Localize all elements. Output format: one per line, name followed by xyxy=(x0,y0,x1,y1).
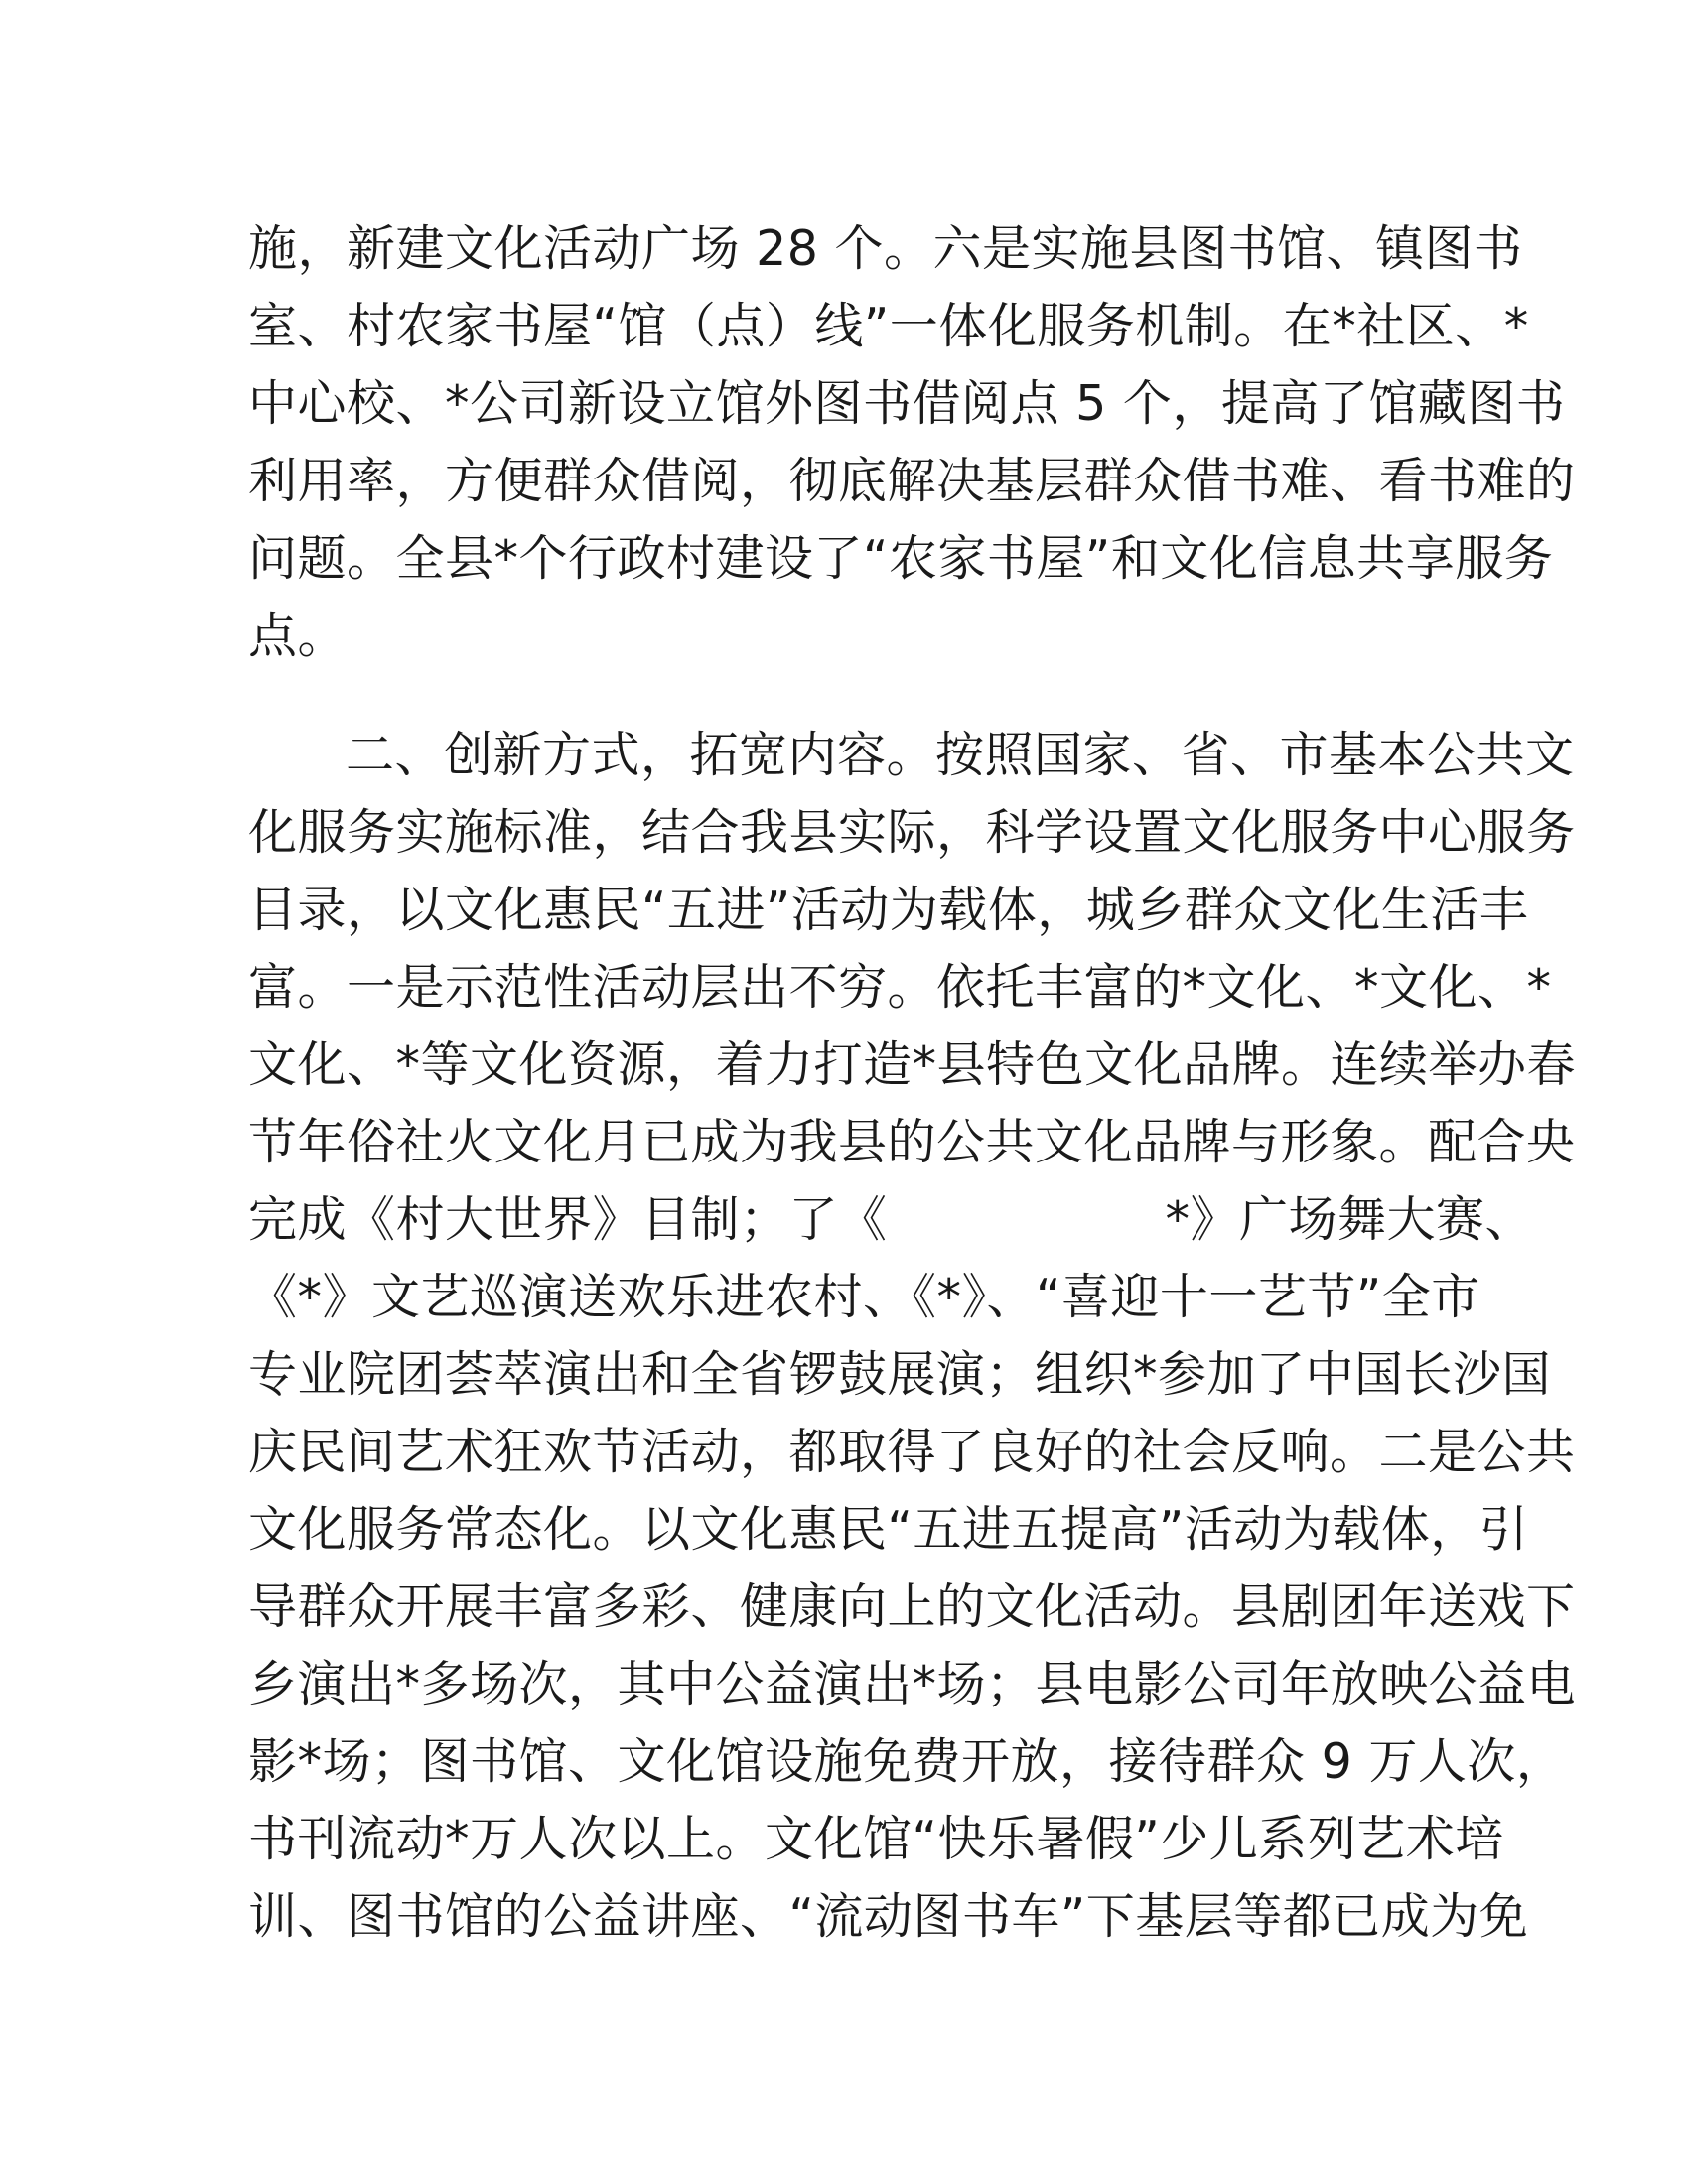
text-line: 问题。全县*个行政村建设了“农家书屋”和文化信息共享服务 xyxy=(248,530,1554,587)
text-line: 文化、*等文化资源，着力打造*县特色文化品牌。连续举办春 xyxy=(248,1036,1577,1093)
text-line: 《*》文艺巡演送欢乐进农村、《*》、“喜迎十一艺节”全市 xyxy=(248,1269,1480,1325)
text-line: 化服务实施标准，结合我县实际，科学设置文化服务中心服务 xyxy=(248,804,1576,861)
text-line: 二、创新方式，拓宽内容。按照国家、省、市基本公共文 xyxy=(346,727,1575,783)
text-line: 目录，以文化惠民“五进”活动为载体，城乡群众文化生活丰 xyxy=(248,882,1529,938)
text-line: 文化服务常态化。以文化惠民“五进五提高”活动为载体，引 xyxy=(248,1501,1529,1558)
text-line: 施，新建文化活动广场 28 个。六是实施县图书馆、镇图书 xyxy=(248,220,1523,277)
text-line: 庆民间艺术狂欢节活动，都取得了良好的社会反响。二是公共 xyxy=(248,1424,1576,1480)
text-fragment-left: 完成《村大世界》目制；了《 xyxy=(248,1191,888,1248)
paragraph-2 xyxy=(248,717,1577,1956)
text-line: 乡演出*多场次，其中公益演出*场；县电影公司年放映公益电 xyxy=(248,1656,1577,1712)
body-text xyxy=(248,210,1577,1956)
text-line: 富。一是示范性活动层出不穷。依托丰富的*文化、*文化、* xyxy=(248,959,1552,1016)
paragraph-gap xyxy=(248,675,1450,717)
text-line: 室、村农家书屋“馆（点）线”一体化服务机制。在*社区、* xyxy=(248,298,1529,354)
text-line-broken xyxy=(248,1181,1535,1259)
text-line: 中心校、*公司新设立馆外图书借阅点 5 个，提高了馆藏图书 xyxy=(248,375,1566,432)
paragraph-1 xyxy=(248,210,1576,675)
text-line: 书刊流动*万人次以上。文化馆“快乐暑假”少儿系列艺术培 xyxy=(248,1811,1504,1867)
text-line: 训、图书馆的公益讲座、“流动图书车”下基层等都已成为免 xyxy=(248,1888,1529,1945)
text-line: 影*场；图书馆、文化馆设施免费开放，接待群众 9 万人次， xyxy=(248,1733,1566,1790)
text-line: 点。 xyxy=(248,608,348,664)
text-fragment-right: *》广场舞大赛、 xyxy=(1165,1191,1535,1248)
text-line: 节年俗社火文化月已成为我县的公共文化品牌与形象。配合央 xyxy=(248,1114,1576,1170)
text-line: 利用率，方便群众借阅，彻底解决基层群众借书难、看书难的 xyxy=(248,453,1576,509)
text-line: 导群众开展丰富多彩、健康向上的文化活动。县剧团年送戏下 xyxy=(248,1578,1576,1635)
text-line: 专业院团荟萃演出和全省锣鼓展演；组织*参加了中国长沙国 xyxy=(248,1346,1552,1403)
